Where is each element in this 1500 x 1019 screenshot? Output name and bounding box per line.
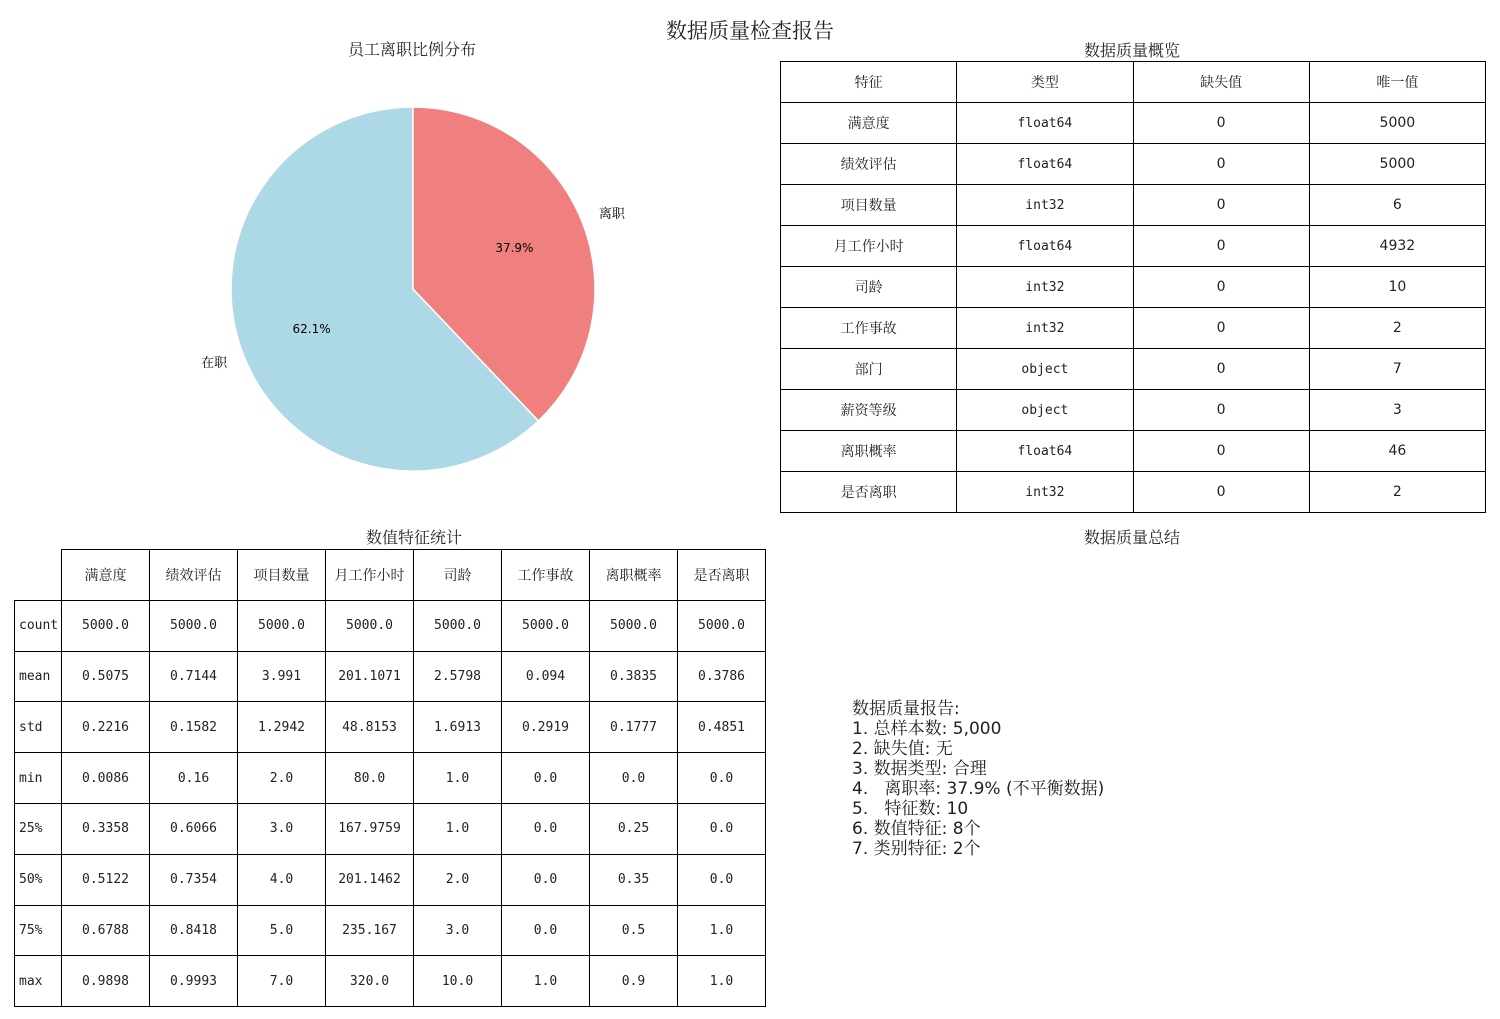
summary-line: 2. 缺失值: 无 [852, 739, 953, 759]
table-cell: 0.0 [678, 753, 766, 804]
table-cell: 0.0 [502, 905, 590, 956]
table-cell: 10.0 [414, 956, 502, 1007]
table-cell: 320.0 [326, 956, 414, 1007]
table-cell: 201.1462 [326, 854, 414, 905]
row-label: count [15, 600, 62, 651]
table-cell: 2 [1309, 472, 1485, 513]
pie-percent-label: 37.9% [495, 240, 534, 255]
table-cell: 0.2216 [62, 702, 150, 753]
row-label: std [15, 702, 62, 753]
summary-line: 数据质量报告: [852, 699, 960, 719]
table-cell: 0.0 [502, 803, 590, 854]
table-cell: 1.0 [414, 753, 502, 804]
table-cell: 0.7354 [150, 854, 238, 905]
table-row [781, 472, 1486, 513]
numeric-stats-title: 数值特征统计 [365, 528, 462, 547]
column-header: 项目数量 [238, 550, 326, 601]
table-cell: 0.0 [678, 854, 766, 905]
column-header: 离职概率 [590, 550, 678, 601]
column-header: 月工作小时 [326, 550, 414, 601]
table-row [15, 803, 766, 854]
report-title: 数据质量检查报告 [666, 19, 834, 43]
table-row [781, 431, 1486, 472]
table-cell: 0.0 [678, 803, 766, 854]
column-header: 司龄 [414, 550, 502, 601]
summary-line: 5. 特征数: 10 [852, 799, 969, 819]
column-header: 唯一值 [1309, 62, 1485, 103]
table-cell: 工作事故 [781, 308, 957, 349]
table-cell: 10 [1309, 267, 1485, 308]
table-cell: object [957, 390, 1133, 431]
row-label: 50% [15, 854, 62, 905]
table-cell: 5000 [1309, 144, 1485, 185]
table-cell: 月工作小时 [781, 226, 957, 267]
table-cell: 2 [1309, 308, 1485, 349]
row-label: 75% [15, 905, 62, 956]
pie-chart-title: 员工离职比例分布 [347, 40, 476, 59]
table-cell: 0.3786 [678, 651, 766, 702]
summary-title: 数据质量总结 [1083, 528, 1180, 547]
table-cell: 2.0 [238, 753, 326, 804]
table-cell: 0.5 [590, 905, 678, 956]
table-cell: float64 [957, 103, 1133, 144]
table-cell: 167.9759 [326, 803, 414, 854]
table-cell: 0 [1133, 390, 1309, 431]
pie-category-label: 在职 [201, 355, 228, 371]
table-cell: 3.0 [238, 803, 326, 854]
column-header: 类型 [957, 62, 1133, 103]
table-cell: 0.0 [502, 854, 590, 905]
table-cell: 5000.0 [238, 600, 326, 651]
table-row [15, 600, 766, 651]
table-cell: 0.3358 [62, 803, 150, 854]
table-cell: 5000.0 [150, 600, 238, 651]
table-cell: 0.2919 [502, 702, 590, 753]
column-header: 是否离职 [678, 550, 766, 601]
table-cell: 235.167 [326, 905, 414, 956]
table-cell: 3.0 [414, 905, 502, 956]
table-cell: int32 [957, 472, 1133, 513]
table-row [781, 103, 1486, 144]
table-cell: 0.5075 [62, 651, 150, 702]
table-cell: 1.0 [502, 956, 590, 1007]
table-row [781, 144, 1486, 185]
table-cell: 0.0 [590, 753, 678, 804]
table-cell: 0.0086 [62, 753, 150, 804]
table-cell: 5000.0 [414, 600, 502, 651]
column-header: 特征 [781, 62, 957, 103]
column-header: 缺失值 [1133, 62, 1309, 103]
summary-line: 6. 数值特征: 8个 [852, 819, 981, 839]
table-cell: 0 [1133, 226, 1309, 267]
table-cell: 0 [1133, 472, 1309, 513]
table-cell: 1.0 [678, 905, 766, 956]
table-cell: 0 [1133, 308, 1309, 349]
table-row [15, 905, 766, 956]
table-cell: 4932 [1309, 226, 1485, 267]
table-cell: 1.0 [678, 956, 766, 1007]
table-cell: 满意度 [781, 103, 957, 144]
summary-line: 4. 离职率: 37.9% (不平衡数据) [852, 779, 1105, 799]
table-cell: 0.25 [590, 803, 678, 854]
table-cell: 1.2942 [238, 702, 326, 753]
table-cell: 6 [1309, 185, 1485, 226]
table-row [15, 956, 766, 1007]
corner-cell [15, 550, 62, 601]
table-cell: 0.3835 [590, 651, 678, 702]
row-label: max [15, 956, 62, 1007]
row-label: 25% [15, 803, 62, 854]
numeric-stats-table [14, 549, 766, 1007]
table-cell: 项目数量 [781, 185, 957, 226]
table-row [781, 308, 1486, 349]
table-cell: 0.6066 [150, 803, 238, 854]
table-cell: 46 [1309, 431, 1485, 472]
table-row [15, 854, 766, 905]
table-cell: 0 [1133, 185, 1309, 226]
table-cell: 0 [1133, 144, 1309, 185]
table-cell: 0.9993 [150, 956, 238, 1007]
table-cell: 0 [1133, 349, 1309, 390]
table-cell: 80.0 [326, 753, 414, 804]
table-cell: 201.1071 [326, 651, 414, 702]
table-cell: 2.5798 [414, 651, 502, 702]
column-header: 工作事故 [502, 550, 590, 601]
table-cell: 48.8153 [326, 702, 414, 753]
table-cell: 1.0 [414, 803, 502, 854]
table-cell: 绩效评估 [781, 144, 957, 185]
table-cell: 0.9898 [62, 956, 150, 1007]
table-cell: 7 [1309, 349, 1485, 390]
table-row [781, 267, 1486, 308]
table-cell: 5000.0 [326, 600, 414, 651]
summary-text [852, 699, 1104, 859]
table-cell: 0 [1133, 103, 1309, 144]
table-cell: 0.094 [502, 651, 590, 702]
table-cell: 5000 [1309, 103, 1485, 144]
table-cell: 0.7144 [150, 651, 238, 702]
table-cell: float64 [957, 226, 1133, 267]
table-row [781, 390, 1486, 431]
table-cell: 司龄 [781, 267, 957, 308]
table-row [15, 651, 766, 702]
table-cell: 0.8418 [150, 905, 238, 956]
column-header: 绩效评估 [150, 550, 238, 601]
data-quality-overview-title: 数据质量概览 [1083, 41, 1180, 60]
table-cell: 0.1582 [150, 702, 238, 753]
attrition-pie-chart [150, 70, 690, 510]
table-cell: 0.35 [590, 854, 678, 905]
table-cell: 2.0 [414, 854, 502, 905]
table-cell: 0.6788 [62, 905, 150, 956]
table-cell: 3 [1309, 390, 1485, 431]
summary-line: 3. 数据类型: 合理 [852, 759, 987, 779]
data-quality-overview-table [780, 61, 1486, 513]
table-cell: 0.1777 [590, 702, 678, 753]
table-cell: 是否离职 [781, 472, 957, 513]
table-header-row [15, 550, 766, 601]
table-row [15, 753, 766, 804]
table-cell: 5.0 [238, 905, 326, 956]
summary-line: 7. 类别特征: 2个 [852, 839, 981, 859]
row-label: mean [15, 651, 62, 702]
table-cell: 0.0 [502, 753, 590, 804]
table-header-row [781, 62, 1486, 103]
table-row [15, 702, 766, 753]
table-cell: 5000.0 [62, 600, 150, 651]
table-cell: float64 [957, 144, 1133, 185]
summary-line: 1. 总样本数: 5,000 [852, 719, 1002, 739]
table-cell: 5000.0 [590, 600, 678, 651]
column-header: 满意度 [62, 550, 150, 601]
table-cell: 0.9 [590, 956, 678, 1007]
table-cell: 0 [1133, 431, 1309, 472]
pie-percent-label: 62.1% [292, 322, 331, 337]
table-cell: 0.5122 [62, 854, 150, 905]
row-label: min [15, 753, 62, 804]
table-row [781, 226, 1486, 267]
table-cell: 离职概率 [781, 431, 957, 472]
table-cell: int32 [957, 308, 1133, 349]
table-cell: object [957, 349, 1133, 390]
table-row [781, 349, 1486, 390]
table-cell: float64 [957, 431, 1133, 472]
table-cell: 5000.0 [502, 600, 590, 651]
table-cell: 1.6913 [414, 702, 502, 753]
table-cell: 4.0 [238, 854, 326, 905]
table-cell: 3.991 [238, 651, 326, 702]
table-cell: int32 [957, 185, 1133, 226]
table-row [781, 185, 1486, 226]
table-cell: 0.16 [150, 753, 238, 804]
table-cell: 0.4851 [678, 702, 766, 753]
table-cell: 0 [1133, 267, 1309, 308]
table-cell: 薪资等级 [781, 390, 957, 431]
table-cell: 7.0 [238, 956, 326, 1007]
table-cell: 5000.0 [678, 600, 766, 651]
table-cell: 部门 [781, 349, 957, 390]
table-cell: int32 [957, 267, 1133, 308]
pie-category-label: 离职 [598, 207, 625, 223]
